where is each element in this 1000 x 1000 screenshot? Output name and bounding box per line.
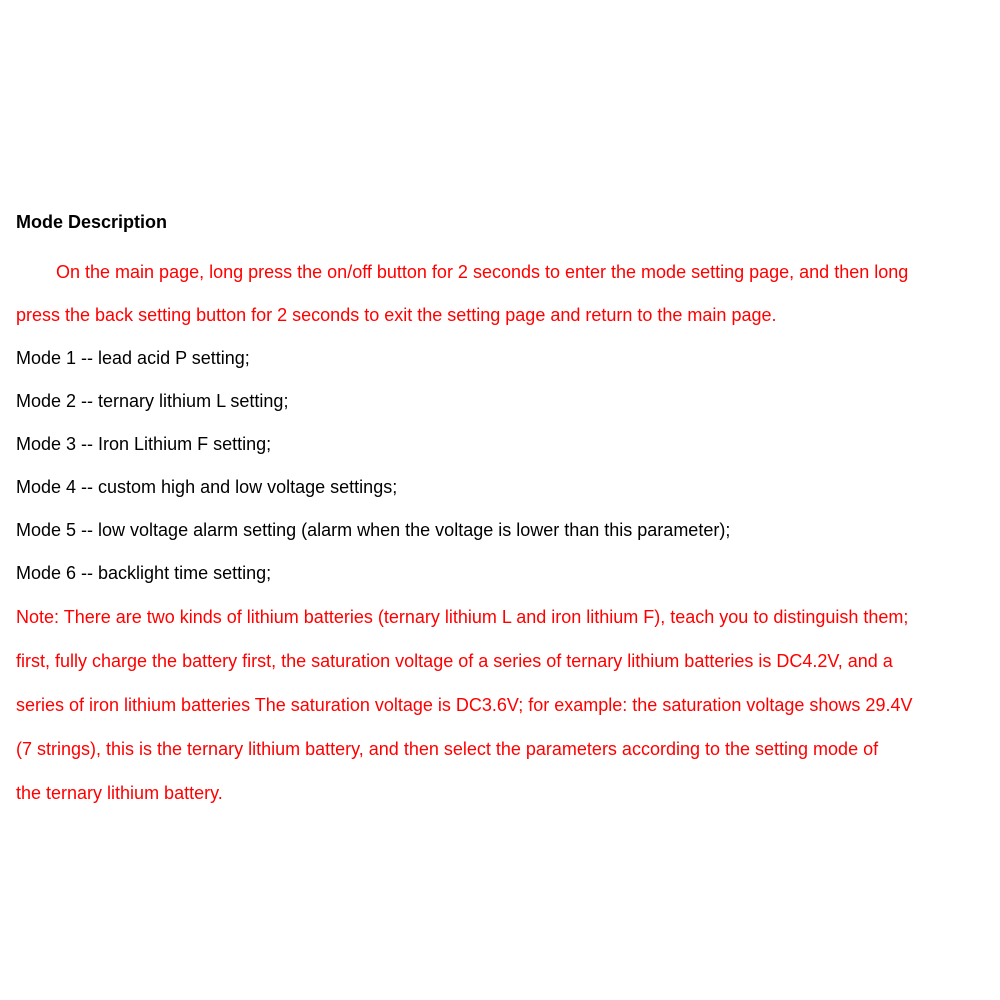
mode-item-6: Mode 6 -- backlight time setting; bbox=[16, 563, 272, 583]
mode-item-2: Mode 2 -- ternary lithium L setting; bbox=[16, 391, 289, 411]
note-line: (7 strings), this is the ternary lithium battery, and then select the parameters according to the setting mode of bbox=[16, 739, 879, 759]
mode-item-4: Mode 4 -- custom high and low voltage settings; bbox=[16, 477, 398, 497]
mode-item-5: Mode 5 -- low voltage alarm setting (alarm when the voltage is lower than this parameter); bbox=[16, 520, 731, 540]
note-line: Note: There are two kinds of lithium batteries (ternary lithium L and iron lithium F), teach you to distinguish them; bbox=[16, 607, 909, 627]
intro-line: On the main page, long press the on/off button for 2 seconds to enter the mode setting page, and then long bbox=[56, 262, 909, 282]
note-line: first, fully charge the battery first, the saturation voltage of a series of ternary lithium batteries is DC4.2V, and a bbox=[16, 651, 893, 671]
mode-list bbox=[16, 337, 984, 595]
note-line: the ternary lithium battery. bbox=[16, 783, 223, 803]
mode-item-3: Mode 3 -- Iron Lithium F setting; bbox=[16, 434, 272, 454]
note-line: series of iron lithium batteries The saturation voltage is DC3.6V; for example: the saturation voltage shows 29.4V bbox=[16, 695, 913, 715]
mode-item-1: Mode 1 -- lead acid P setting; bbox=[16, 348, 250, 368]
mode-description-document bbox=[16, 208, 984, 815]
intro-paragraph bbox=[16, 251, 984, 337]
intro-line: press the back setting button for 2 seconds to exit the setting page and return to the main page. bbox=[16, 305, 777, 325]
document-heading: Mode Description bbox=[16, 212, 168, 232]
note-paragraph bbox=[16, 595, 984, 815]
